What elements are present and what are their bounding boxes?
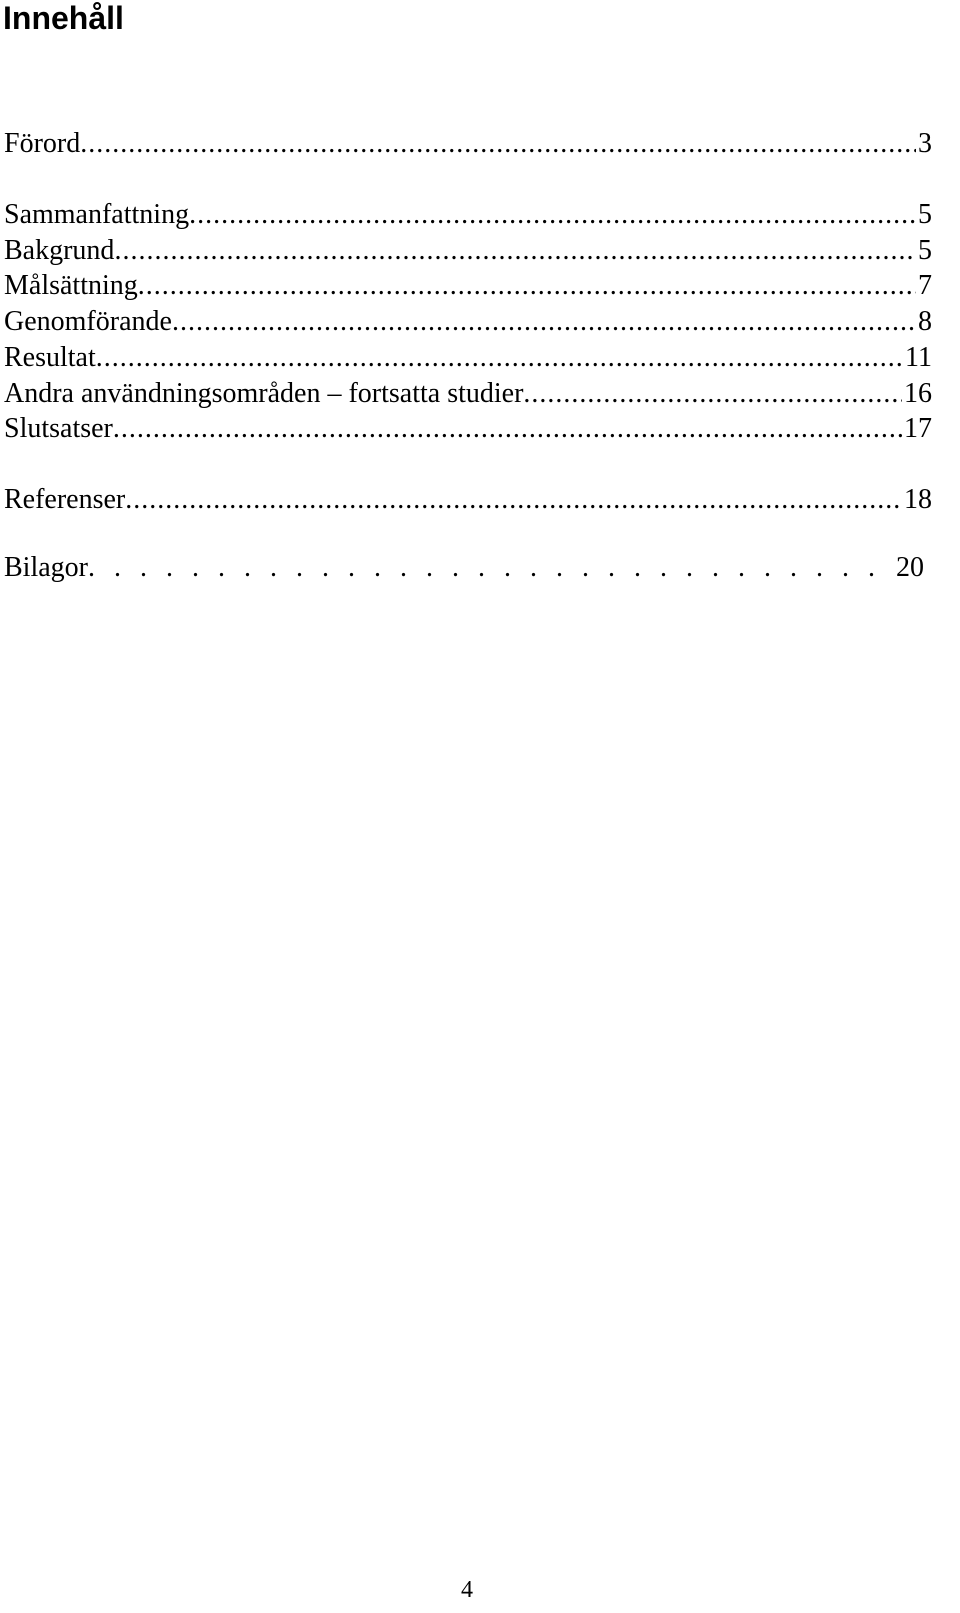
toc-entry-title: Slutsatser bbox=[4, 413, 113, 444]
toc-entry-andra-anvandningsomraden[interactable] bbox=[4, 376, 932, 412]
toc-entry-genomforande[interactable] bbox=[4, 304, 932, 340]
toc-entry-referenser[interactable] bbox=[4, 482, 932, 518]
toc-entry-page: 18 bbox=[904, 484, 932, 515]
toc-entry-page: 3 bbox=[918, 128, 932, 159]
toc-dot-leader bbox=[114, 233, 916, 269]
toc-dot-leader bbox=[172, 304, 916, 340]
toc-entry-page: 5 bbox=[918, 199, 932, 230]
toc-dot-leader bbox=[96, 340, 903, 376]
toc-entry-page: 20 bbox=[896, 552, 924, 583]
toc-entry-title: Sammanfattning bbox=[4, 199, 190, 230]
toc-entry-page: 11 bbox=[905, 342, 932, 373]
toc-entry-page: 16 bbox=[904, 378, 932, 409]
toc-entry-malsattning[interactable] bbox=[4, 268, 932, 304]
toc-entry-title: Resultat bbox=[4, 342, 96, 373]
toc-entry-bilagor[interactable] bbox=[4, 550, 924, 586]
toc-dot-leader bbox=[113, 411, 902, 447]
toc-entry-resultat[interactable] bbox=[4, 340, 932, 376]
toc-dot-leader bbox=[523, 376, 902, 412]
toc-dot-leader bbox=[189, 197, 916, 233]
toc-dot-leader bbox=[80, 126, 916, 162]
toc-entry-title: Målsättning bbox=[4, 270, 138, 301]
toc-entry-title: Andra användningsområden – fortsatta studier bbox=[4, 378, 524, 409]
page-number: 4 bbox=[461, 1577, 473, 1603]
toc-entry-title: Bakgrund bbox=[4, 235, 115, 266]
toc-entry-page: 17 bbox=[904, 413, 932, 444]
toc-entry-bakgrund[interactable] bbox=[4, 233, 932, 269]
toc-entry-title: Referenser bbox=[4, 484, 126, 515]
toc-heading: Innehåll bbox=[3, 0, 124, 36]
toc-entry-page: 5 bbox=[918, 235, 932, 266]
toc-entry-title: Genomförande bbox=[4, 306, 172, 337]
toc-entry-sammanfattning[interactable] bbox=[4, 197, 932, 233]
toc-entry-forord[interactable] bbox=[4, 126, 932, 162]
toc-dot-leader bbox=[88, 550, 894, 586]
toc-entry-slutsatser[interactable] bbox=[4, 411, 932, 447]
toc-entry-page: 7 bbox=[918, 270, 932, 301]
toc-dot-leader bbox=[138, 268, 916, 304]
toc-entry-title: Förord bbox=[4, 128, 81, 159]
toc-dot-leader bbox=[125, 482, 902, 518]
toc-entry-title: Bilagor bbox=[4, 552, 88, 583]
toc-entry-page: 8 bbox=[918, 306, 932, 337]
